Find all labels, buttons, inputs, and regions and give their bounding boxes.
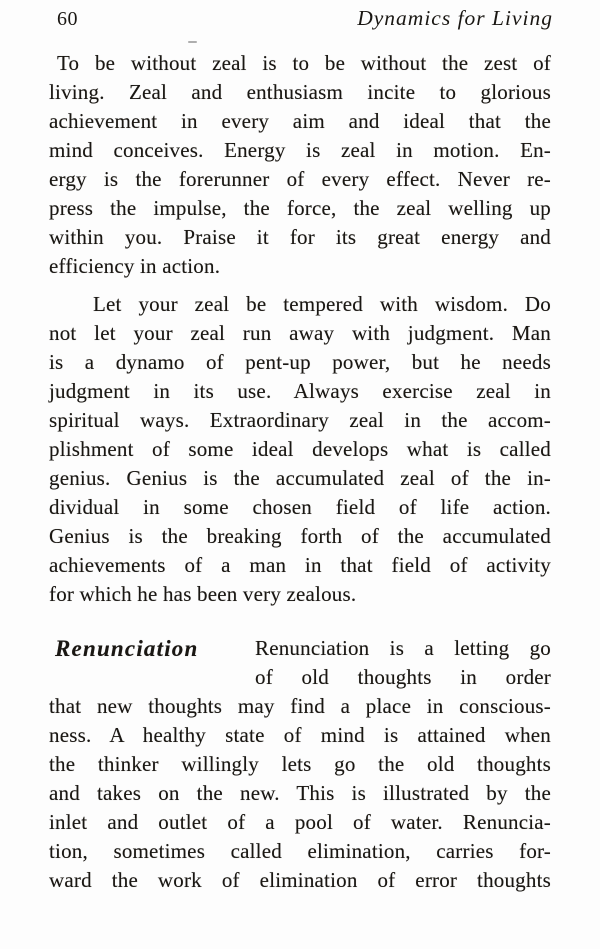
- text-line: achievement in every aim and ideal that the: [49, 109, 551, 133]
- text-line: and takes on the new. This is illustrated by the: [49, 781, 551, 805]
- text-line: spiritual ways. Extraordinary zeal in the accom-: [49, 408, 551, 432]
- section-body-lines: [49, 692, 551, 895]
- text-line: within you. Praise it for its great energy and: [49, 225, 551, 249]
- text-line: plishment of some ideal develops what is called: [49, 437, 551, 461]
- page-number: 60: [57, 8, 78, 30]
- text-line: not let your zeal run away with judgment. Man: [49, 321, 551, 345]
- paragraph-zeal-2: [49, 290, 551, 609]
- text-line: for which he has been very zealous.: [49, 582, 357, 606]
- text-line: Renunciation is a letting go: [255, 636, 551, 660]
- text-line: To be without zeal is to be without the zest of: [57, 51, 551, 75]
- text-line: ness. A healthy state of mind is attained when: [49, 723, 551, 747]
- text-line: Let your zeal be tempered with wisdom. Do: [93, 292, 551, 316]
- text-line: that new thoughts may find a place in conscious-: [49, 694, 551, 718]
- text-line: efficiency in action.: [49, 254, 221, 278]
- section-intro-lines: [255, 634, 551, 692]
- text-line: dividual in some chosen field of life action.: [49, 495, 551, 519]
- section-heading: Renunciation: [55, 636, 199, 661]
- text-line: mind conceives. Energy is zeal in motion. En-: [49, 138, 551, 162]
- text-line: Genius is the breaking forth of the accumulated: [49, 524, 551, 548]
- text-line: ergy is the forerunner of every effect. Never re-: [49, 167, 551, 191]
- text-line: the thinker willingly lets go the old thoughts: [49, 752, 551, 776]
- text-line: achievements of a man in that field of activity: [49, 553, 551, 577]
- text-line: genius. Genius is the accumulated zeal of the in-: [49, 466, 551, 490]
- paragraph-zeal-1: [49, 49, 551, 281]
- running-head: [49, 5, 551, 31]
- text-line: is a dynamo of pent-up power, but he needs: [49, 350, 551, 374]
- text-line: ward the work of elimination of error thoughts: [49, 868, 551, 892]
- scan-artifact: [188, 41, 197, 43]
- text-column: [49, 0, 551, 949]
- text-line: of old thoughts in order: [255, 665, 551, 689]
- text-line: judgment in its use. Always exercise zeal in: [49, 379, 551, 403]
- text-line: inlet and outlet of a pool of water. Renuncia-: [49, 810, 551, 834]
- running-title: Dynamics for Living: [357, 6, 553, 30]
- text-line: press the impulse, the force, the zeal welling up: [49, 196, 551, 220]
- text-line: tion, sometimes called elimination, carries for-: [49, 839, 551, 863]
- text-line: living. Zeal and enthusiasm incite to glorious: [49, 80, 551, 104]
